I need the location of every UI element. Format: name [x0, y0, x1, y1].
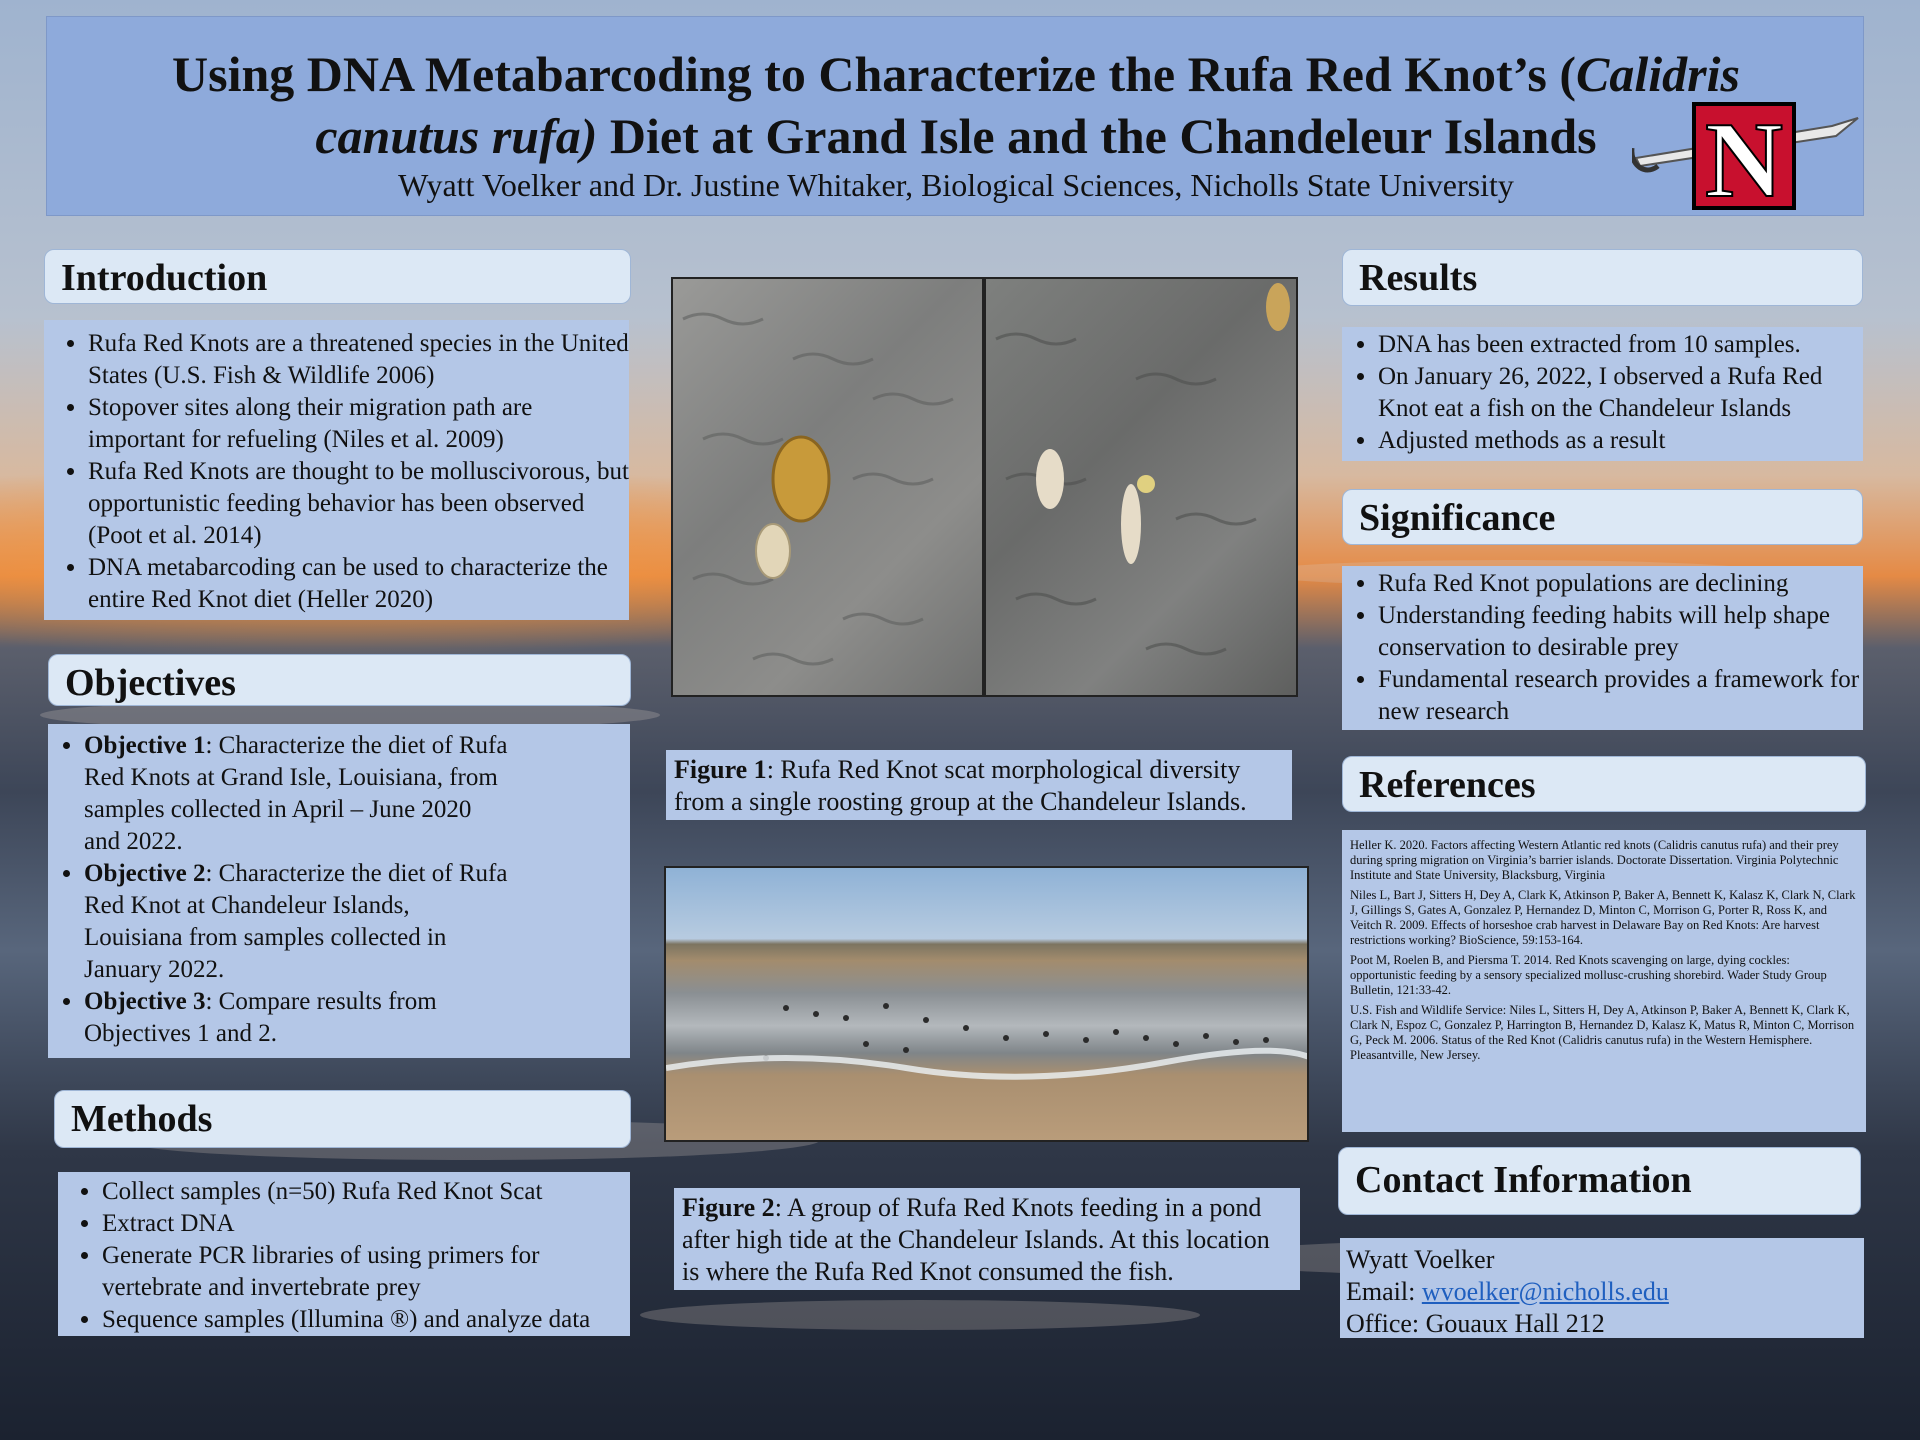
introduction-item: • Stopover sites along their migration path are important for refueling (Niles et al. 2009)	[88, 392, 629, 456]
contact-email-link[interactable]: wvoelker@nicholls.edu	[1421, 1277, 1669, 1306]
poster-title: Using DNA Metabarcoding to Characterize the Rufa Red Knot’s (Calidris canutus rufa) Diet at Grand Isle and the Chandeleur Islands	[172, 46, 1740, 164]
objective-item: • Objective 3: Compare results from Objectives 1 and 2.	[84, 986, 510, 1050]
methods-box	[58, 1172, 630, 1336]
figure1-photo-right	[984, 277, 1298, 697]
contact-email-line: Email: wvoelker@nicholls.edu	[1346, 1277, 1669, 1306]
introduction-heading: Introduction	[44, 249, 631, 304]
significance-heading: Significance	[1342, 489, 1863, 545]
methods-item: • Collect samples (n=50) Rufa Red Knot Scat	[102, 1176, 630, 1208]
methods-heading: Methods	[54, 1090, 631, 1148]
contact-name: Wyatt Voelker	[1346, 1245, 1495, 1274]
objective-item: • Objective 2: Characterize the diet of Rufa Red Knot at Chandeleur Islands, Louisiana from samples collected in January 2022.	[84, 858, 510, 986]
significance-box	[1342, 566, 1863, 730]
methods-item: • Extract DNA	[102, 1208, 630, 1240]
nicholls-logo	[1632, 96, 1860, 216]
figure2-photo	[664, 866, 1309, 1142]
results-list	[1342, 329, 1863, 457]
results-item: • DNA has been extracted from 10 samples.	[1378, 329, 1863, 361]
objectives-list	[48, 730, 630, 1050]
results-heading: Results	[1342, 249, 1863, 306]
objectives-box	[48, 724, 630, 1058]
significance-item: • Rufa Red Knot populations are declining	[1378, 568, 1863, 600]
objectives-heading: Objectives	[48, 654, 631, 706]
significance-item: • Understanding feeding habits will help shape conservation to desirable prey	[1378, 600, 1863, 664]
results-item: • On January 26, 2022, I observed a Rufa Red Knot eat a fish on the Chandeleur Islands	[1378, 361, 1863, 425]
figure2-caption: Figure 2: A group of Rufa Red Knots feeding in a pond after high tide at the Chandeleur Islands. At this location is where the Rufa Red Knot consumed the fish.	[674, 1188, 1300, 1290]
reference-item: Heller K. 2020. Factors affecting Western Atlantic red knots (Calidris canutus rufa) and their prey during spring migration on Virginia’s barrier islands. Doctorate Dissertation. Virginia Polytechnic Institute and State University, Blacksburg, Virginia	[1350, 838, 1839, 882]
title-band	[46, 16, 1864, 216]
objective-item: • Objective 1: Characterize the diet of Rufa Red Knots at Grand Isle, Louisiana, from samples collected in April – June 2020 and 2022.	[84, 730, 510, 858]
results-box	[1342, 327, 1863, 461]
authors: Wyatt Voelker and Dr. Justine Whitaker, Biological Sciences, Nicholls State University	[398, 167, 1514, 203]
contact-heading: Contact Information	[1338, 1147, 1861, 1215]
results-item: • Adjusted methods as a result	[1378, 425, 1863, 457]
reference-item: Niles L, Bart J, Sitters H, Dey A, Clark K, Atkinson P, Baker A, Bennett K, Kalasz K, Clark N, Clark J, Gillings S, Gates A, Gonzalez P, Hernandez D, Minton C, Morrison G, Porter R, Ross K, and Veitch R. 2009. Effects of horseshoe crab harvest in Delaware Bay on Red Knots: Are harvest restrictions working? BioScience, 59:153-164.	[1350, 888, 1856, 947]
significance-item: • Fundamental research provides a framework for new research	[1378, 664, 1863, 728]
methods-item: • Sequence samples (Illumina ®) and analyze data	[102, 1304, 630, 1336]
introduction-item: • Rufa Red Knots are thought to be molluscivorous, but opportunistic feeding behavior has been observed (Poot et al. 2014)	[88, 456, 629, 552]
references-heading: References	[1342, 756, 1866, 812]
references-box	[1342, 830, 1866, 1132]
reference-item: U.S. Fish and Wildlife Service: Niles L, Sitters H, Dey A, Atkinson P, Baker A, Bennett K, Clark K, Clark N, Espoz C, Gonzalez P, Harrington B, Hernandez D, Kalasz K, Matus R, Minton C, Morrison G, Peck M. 2006. Status of the Red Knot (Calidris canutus rufa) in the Western Hemisphere. Pleasantville, New Jersey.	[1350, 1003, 1855, 1062]
significance-list	[1342, 568, 1863, 728]
contact-box	[1340, 1238, 1864, 1338]
figure1-photo-left	[671, 277, 984, 697]
contact-office: Office: Gouaux Hall 212	[1346, 1309, 1605, 1338]
introduction-box	[44, 320, 629, 620]
svg-text:N: N	[1705, 101, 1783, 216]
introduction-item: • DNA metabarcoding can be used to characterize the entire Red Knot diet (Heller 2020)	[88, 552, 629, 616]
introduction-item: • Rufa Red Knots are a threatened species in the United States (U.S. Fish & Wildlife 2006)	[88, 328, 629, 392]
methods-item: • Generate PCR libraries of using primers for vertebrate and invertebrate prey	[102, 1240, 630, 1304]
methods-list	[58, 1176, 630, 1336]
introduction-list	[44, 328, 629, 616]
reference-item: Poot M, Roelen B, and Piersma T. 2014. Red Knots scavenging on large, dying cockles: opportunistic feeding by a sensory specialized mollusc-crushing shorebird. Wader Study Group Bulletin, 121:33-42.	[1350, 953, 1827, 997]
figure1-caption: Figure 1: Rufa Red Knot scat morphological diversity from a single roosting group at the Chandeleur Islands.	[666, 750, 1292, 820]
